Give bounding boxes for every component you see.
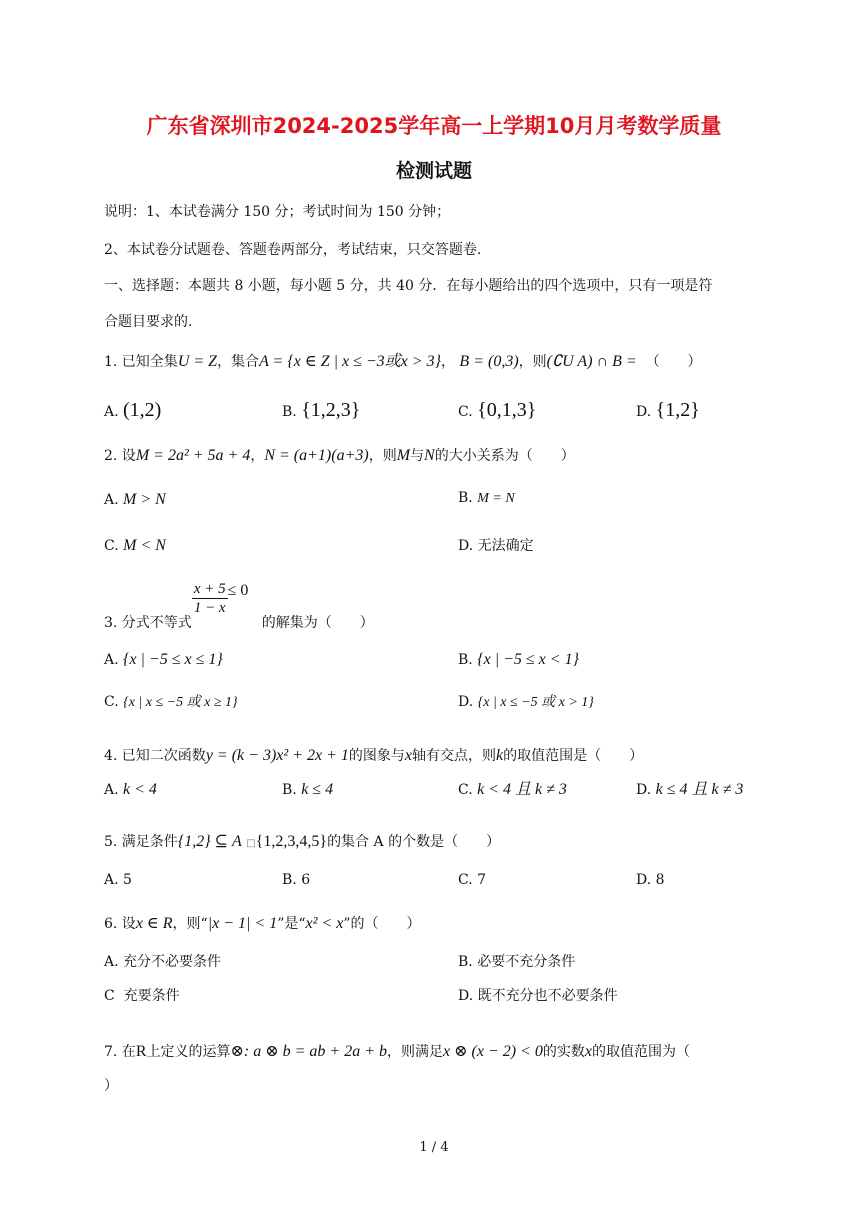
q3-fraction-denominator: 1 − x: [193, 600, 226, 616]
question-4: 4. 已知二次函数y = (k − 3)x² + 2x + 1的图象与x轴有交点，则k的取值范围是（ ）: [104, 747, 644, 764]
q4-option-b: B. k ≤ 4: [282, 781, 334, 798]
q6-condition-2: x² < x: [305, 915, 344, 932]
question-2: 2. 设M = 2a² + 5a + 4，N = (a+1)(a+3)，则M与N的大小关系为（ ）: [104, 447, 575, 464]
q4-function: y = (k − 3)x² + 2x + 1: [205, 747, 349, 764]
q5-option-d: D. 8: [636, 872, 665, 888]
q5-option-b: B. 6: [282, 872, 311, 888]
q6-option-b: B. 必要不充分条件: [458, 954, 576, 970]
document-title: 广东省深圳市2024-2025学年高一上学期10月月考数学质量: [146, 114, 722, 138]
q4-option-c: C. k < 4 且 k ≠ 3: [458, 781, 567, 798]
q5-option-c: C. 7: [458, 872, 487, 888]
q3-number: 3. 分式不等式: [104, 614, 192, 631]
q3-option-a: A. {x | −5 ≤ x ≤ 1}: [104, 651, 223, 668]
q5-subset-condition: {1,2} ⊆ A: [177, 833, 242, 850]
q1-number: 1. 已知全集: [104, 354, 178, 370]
q3-option-d: D. {x | x ≤ −5 或 x > 1}: [458, 694, 594, 710]
q7-number: 7. 在: [104, 1044, 136, 1060]
q1-text-3: ，则: [518, 354, 547, 370]
q1-expression: (∁U A) ∩ B =: [546, 353, 637, 370]
q2-m-definition: M = 2a² + 5a + 4: [135, 447, 251, 464]
q7-operation: ⊗: a ⊗ b = ab + 2a + b: [230, 1043, 388, 1060]
question-1: [104, 352, 702, 371]
q4-option-d: D. k ≤ 4 且 k ≠ 3: [636, 781, 744, 798]
q1-option-d: D. {1,2}: [636, 399, 700, 421]
q5-superset: {1,2,3,4,5}: [255, 833, 328, 850]
q3-option-b: B. {x | −5 ≤ x < 1}: [458, 651, 579, 668]
question-3: 3. 分式不等式 $\frac{x + 5}{1 - x}$ ≤ 0 的解集为（ ）: [104, 581, 374, 631]
question-6: 6. 设x ∈ R，则“|x − 1| < 1”是“x² < x”的（ ）: [104, 915, 421, 932]
q6-option-d: D. 既不充分也不必要条件: [458, 988, 618, 1004]
q6-option-a: A. 充分不必要条件: [104, 954, 222, 970]
section-heading-line-2: 合题目要求的.: [104, 314, 193, 330]
q2-option-d: D. 无法确定: [458, 538, 534, 554]
q6-option-c: C 充要条件: [104, 988, 180, 1004]
q5-option-a: A. 5: [104, 872, 132, 888]
q5-missing-symbol: □: [246, 838, 256, 849]
q2-option-c: C. M < N: [104, 537, 166, 554]
q3-option-c: C. {x | x ≤ −5 或 x ≥ 1}: [104, 694, 238, 710]
question-5: 5. 满足条件{1,2} ⊆ A □{1,2,3,4,5}的集合 A 的个数是（ ）: [104, 833, 501, 850]
q1-option-b: B. {1,2,3}: [282, 399, 361, 421]
q1-answer-paren: （ ）: [645, 354, 702, 370]
q6-number: 6. 设: [104, 916, 136, 932]
page-number: 1 / 4: [419, 1140, 449, 1155]
question-7: 7. 在R上定义的运算⊗: a ⊗ b = ab + 2a + b，则满足x ⊗ (x − 2) < 0的实数x的取值范围为（: [104, 1043, 690, 1060]
q1-text-2: ，: [440, 354, 455, 370]
q4-number: 4. 已知二次函数: [104, 748, 206, 764]
q1-option-c: C. {0,1,3}: [458, 399, 537, 421]
q7-line-2: ）: [104, 1078, 118, 1094]
q2-option-b: B. M = N: [458, 490, 515, 506]
q3-fraction-numerator: x + 5: [193, 581, 226, 597]
q3-relation: ≤ 0: [227, 581, 249, 599]
q1-set-b: B = (0,3): [459, 353, 519, 370]
q1-set-a: A = {x ∈ Z | x ≤ −3或x > 3}: [259, 353, 441, 370]
q7-inequality: x ⊗ (x − 2) < 0: [443, 1043, 543, 1060]
q2-number: 2. 设: [104, 448, 136, 464]
q1-universal-set: U = Z: [177, 353, 218, 370]
q3-fraction: [192, 580, 228, 617]
note-line-1: 说明：1、本试卷满分 150 分；考试时间为 150 分钟；: [104, 204, 451, 220]
q5-number: 5. 满足条件: [104, 834, 178, 850]
q1-text: ，集合: [217, 354, 260, 370]
q1-option-a: A. (1,2): [104, 399, 162, 421]
q6-condition-1: |x − 1| < 1: [207, 915, 278, 932]
document-subtitle: 检测试题: [395, 160, 472, 182]
q2-n-definition: N = (a+1)(a+3): [264, 447, 369, 464]
q2-option-a: A. M > N: [104, 491, 166, 508]
note-line-2: 2、本试卷分试题卷、答题卷两部分，考试结束，只交答题卷.: [104, 242, 482, 258]
q4-option-a: A. k < 4: [104, 781, 157, 798]
section-heading-line-1: 一、选择题：本题共 8 小题，每小题 5 分，共 40 分．在每小题给出的四个选项中，只有一项是符: [104, 278, 713, 294]
